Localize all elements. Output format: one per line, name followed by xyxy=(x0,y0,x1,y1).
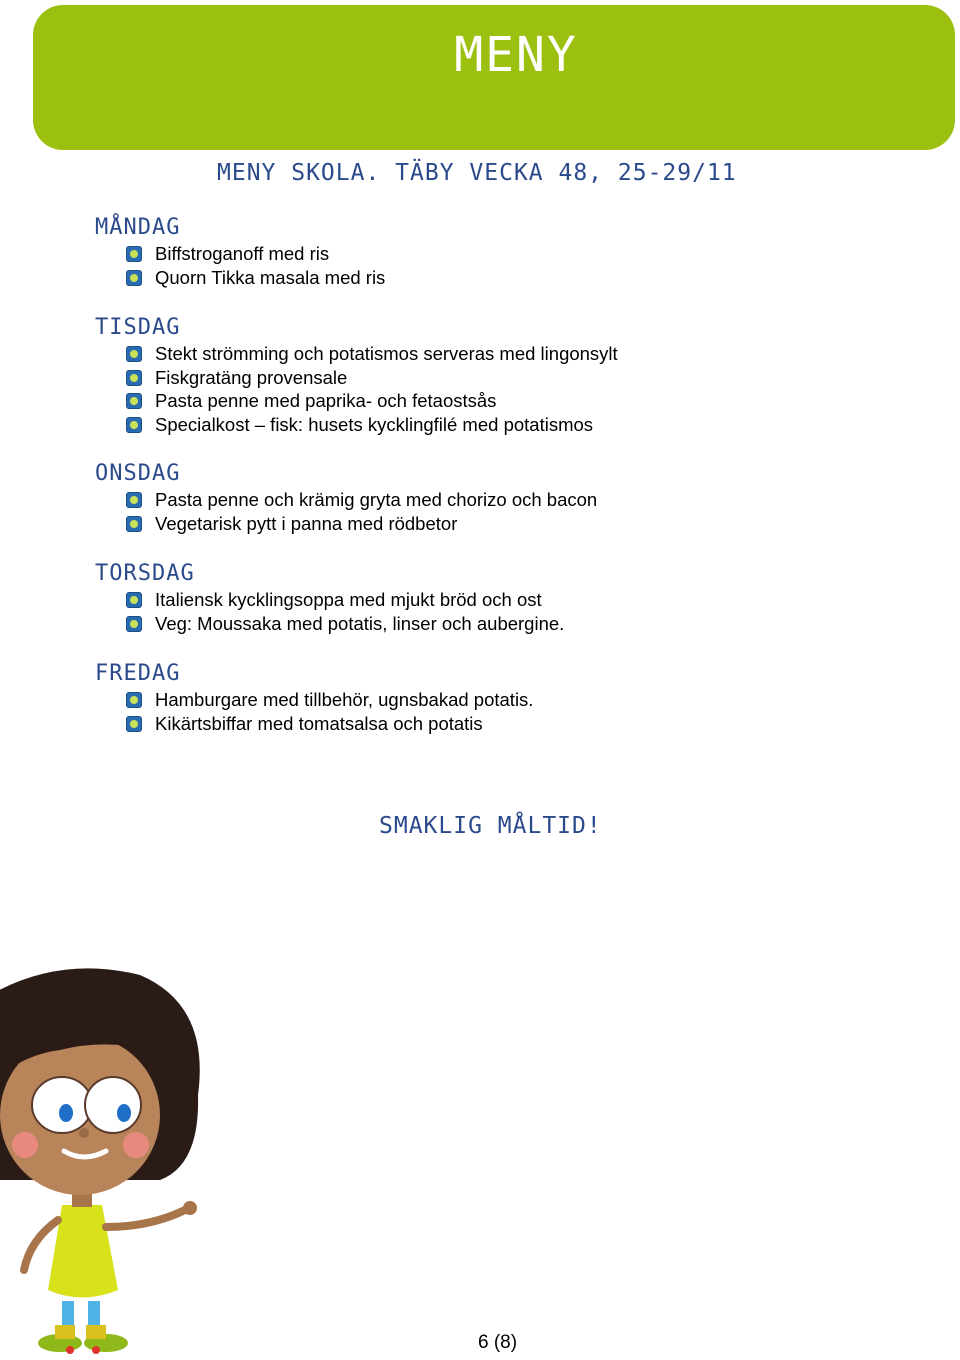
meal-list xyxy=(95,488,597,535)
page-title: MENY xyxy=(454,27,578,83)
meal-item: Biffstroganoff med ris xyxy=(95,242,385,266)
meal-item: Hamburgare med tillbehör, ugnsbakad potatis. xyxy=(95,688,533,712)
leaf-badge-icon xyxy=(126,270,142,286)
day-section-mandag xyxy=(95,214,385,289)
leaf-badge-icon xyxy=(126,246,142,262)
meal-list xyxy=(95,242,385,289)
meal-item: Italiensk kycklingsoppa med mjukt bröd och ost xyxy=(95,588,564,612)
meal-item: Fiskgratäng provensale xyxy=(95,366,618,390)
day-section-fredag xyxy=(95,660,533,735)
day-title: ONSDAG xyxy=(95,461,181,486)
girl-illustration xyxy=(0,965,240,1360)
header-banner xyxy=(33,5,955,150)
leaf-badge-icon xyxy=(126,393,142,409)
day-title: FREDAG xyxy=(95,661,181,686)
meal-list xyxy=(95,342,618,436)
day-title: TORSDAG xyxy=(95,561,195,586)
page-number: 6 (8) xyxy=(478,1332,518,1353)
leaf-badge-icon xyxy=(126,716,142,732)
closing-message: SMAKLIG MÅLTID! xyxy=(379,813,602,839)
day-section-torsdag xyxy=(95,560,564,635)
leaf-badge-icon xyxy=(126,692,142,708)
menu-subtitle: MENY SKOLA. TÄBY VECKA 48, 25-29/11 xyxy=(217,160,737,186)
leaf-badge-icon xyxy=(126,616,142,632)
meal-item: Vegetarisk pytt i panna med rödbetor xyxy=(95,512,597,536)
meal-item: Quorn Tikka masala med ris xyxy=(95,266,385,290)
meal-list xyxy=(95,688,533,735)
meal-item: Pasta penne och krämig gryta med chorizo och bacon xyxy=(95,488,597,512)
day-title: MÅNDAG xyxy=(95,215,181,240)
meal-item: Specialkost – fisk: husets kycklingfilé med potatismos xyxy=(95,413,618,437)
leaf-badge-icon xyxy=(126,492,142,508)
meal-item: Stekt strömming och potatismos serveras med lingonsylt xyxy=(95,342,618,366)
leaf-badge-icon xyxy=(126,346,142,362)
day-section-onsdag xyxy=(95,460,597,535)
meal-list xyxy=(95,588,564,635)
meal-item: Pasta penne med paprika- och fetaostsås xyxy=(95,389,618,413)
leaf-badge-icon xyxy=(126,370,142,386)
day-title: TISDAG xyxy=(95,315,181,340)
leaf-badge-icon xyxy=(126,516,142,532)
leaf-badge-icon xyxy=(126,417,142,433)
leaf-badge-icon xyxy=(126,592,142,608)
meal-item: Kikärtsbiffar med tomatsalsa och potatis xyxy=(95,712,533,736)
meal-item: Veg: Moussaka med potatis, linser och aubergine. xyxy=(95,612,564,636)
day-section-tisdag xyxy=(95,314,618,436)
